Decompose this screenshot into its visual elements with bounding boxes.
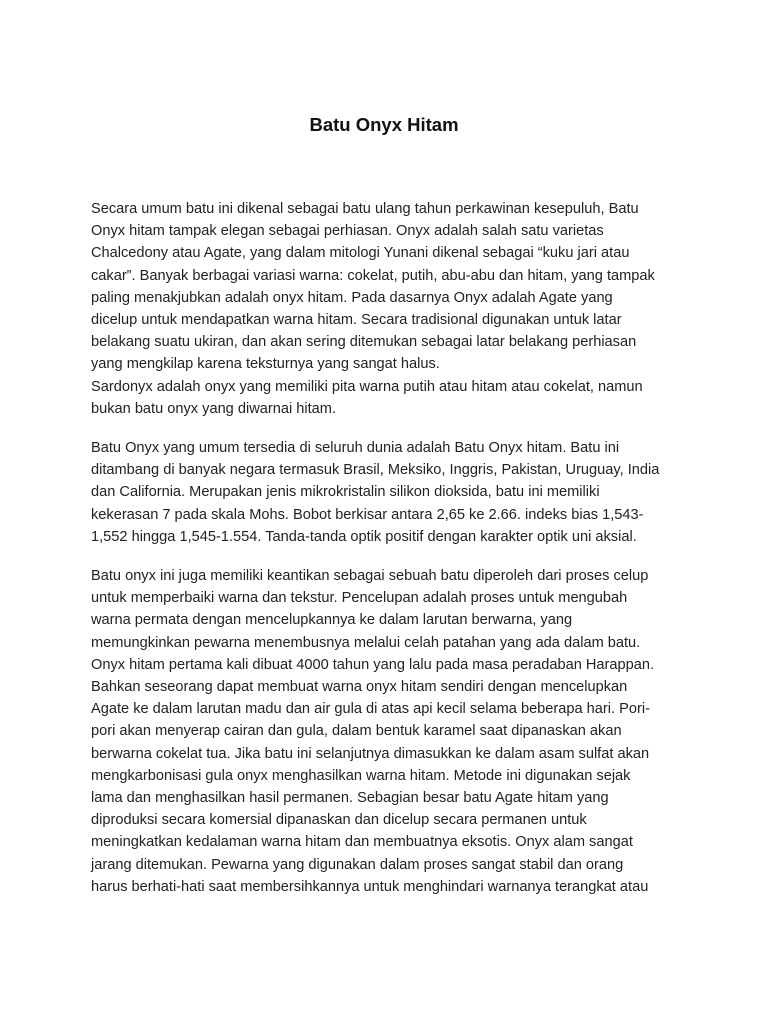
- text-line: kekerasan 7 pada skala Mohs. Bobot berkisar antara 2,65 ke 2.66. indeks bias 1,543-: [91, 506, 644, 523]
- paragraph-2: [91, 437, 691, 548]
- paragraph-3: [91, 565, 691, 898]
- text-line: harus berhati-hati saat membersihkannya untuk menghindari warnanya terangkat atau: [91, 878, 649, 895]
- text-line: dan California. Merupakan jenis mikrokristalin silikon dioksida, batu ini memiliki: [91, 484, 600, 501]
- paragraph-1: [91, 198, 691, 420]
- paragraph-spacer: [91, 548, 691, 565]
- text-line: Sardonyx adalah onyx yang memiliki pita warna putih atau hitam atau cokelat, namun: [91, 378, 643, 395]
- text-line: Agate ke dalam larutan madu dan air gula di atas api kecil selama beberapa hari. Pori-: [91, 701, 650, 718]
- paragraph-spacer: [91, 420, 691, 437]
- text-line: ditambang di banyak negara termasuk Brasil, Meksiko, Inggris, Pakistan, Uruguay, India: [91, 462, 660, 479]
- text-line: dicelup untuk mendapatkan warna hitam. Secara tradisional digunakan untuk latar: [91, 312, 622, 329]
- text-line: untuk memperbaiki warna dan tekstur. Pencelupan adalah proses untuk mengubah: [91, 590, 628, 607]
- text-line: warna permata dengan mencelupkannya ke dalam larutan berwarna, yang: [91, 612, 573, 629]
- text-line: jarang ditemukan. Pewarna yang digunakan dalam proses sangat stabil dan orang: [91, 856, 624, 873]
- text-line: berwarna cokelat tua. Jika batu ini selanjutnya dimasukkan ke dalam asam sulfat akan: [91, 745, 650, 762]
- text-line: Secara umum batu ini dikenal sebagai batu ulang tahun perkawinan kesepuluh, Batu: [91, 201, 639, 217]
- text-line: mengkarbonisasi gula onyx menghasilkan warna hitam. Metode ini digunakan sejak: [91, 767, 631, 784]
- text-line: meningkatkan kedalaman warna hitam dan membuatnya eksotis. Onyx alam sangat: [91, 834, 633, 851]
- document-body: [91, 198, 691, 898]
- text-line: Onyx hitam pertama kali dibuat 4000 tahun yang lalu pada masa peradaban Harappan.: [91, 656, 655, 673]
- text-line: pori akan menyerap cairan dan gula, dalam bentuk karamel saat dipanaskan akan: [91, 723, 622, 740]
- document-title: Batu Onyx Hitam: [309, 114, 459, 135]
- text-line: lama dan menghasilkan hasil permanen. Sebagian besar batu Agate hitam yang: [91, 790, 609, 807]
- text-line: Onyx hitam tampak elegan sebagai perhiasan. Onyx adalah salah satu varietas: [91, 223, 604, 240]
- text-line: Chalcedony atau Agate, yang dalam mitologi Yunani dikenal sebagai “kuku jari atau: [91, 245, 630, 262]
- text-line: 1,552 hingga 1,545-1.554. Tanda-tanda optik positif dengan karakter optik uni aksial.: [91, 528, 637, 545]
- text-line: belakang suatu ukiran, dan akan sering ditemukan sebagai latar belakang perhiasan: [91, 334, 637, 351]
- text-line: Bahkan seseorang dapat membuat warna onyx hitam sendiri dengan mencelupkan: [91, 679, 628, 696]
- text-line: cakar”. Banyak berbagai variasi warna: cokelat, putih, abu-abu dan hitam, yang tampak: [91, 267, 655, 284]
- text-line: diproduksi secara komersial dipanaskan dan dicelup secara permanen untuk: [91, 812, 587, 829]
- text-line: yang mengkilap karena teksturnya yang sangat halus.: [91, 356, 440, 373]
- text-line: bukan batu onyx yang diwarnai hitam.: [91, 400, 337, 417]
- text-line: memungkinkan pewarna menembusnya melalui celah patahan yang ada dalam batu.: [91, 634, 641, 651]
- text-line: paling menakjubkan adalah onyx hitam. Pada dasarnya Onyx adalah Agate yang: [91, 289, 613, 306]
- text-line: Batu onyx ini juga memiliki keantikan sebagai sebuah batu diperoleh dari proses celup: [91, 568, 649, 585]
- text-line: Batu Onyx yang umum tersedia di seluruh dunia adalah Batu Onyx hitam. Batu ini: [91, 440, 620, 457]
